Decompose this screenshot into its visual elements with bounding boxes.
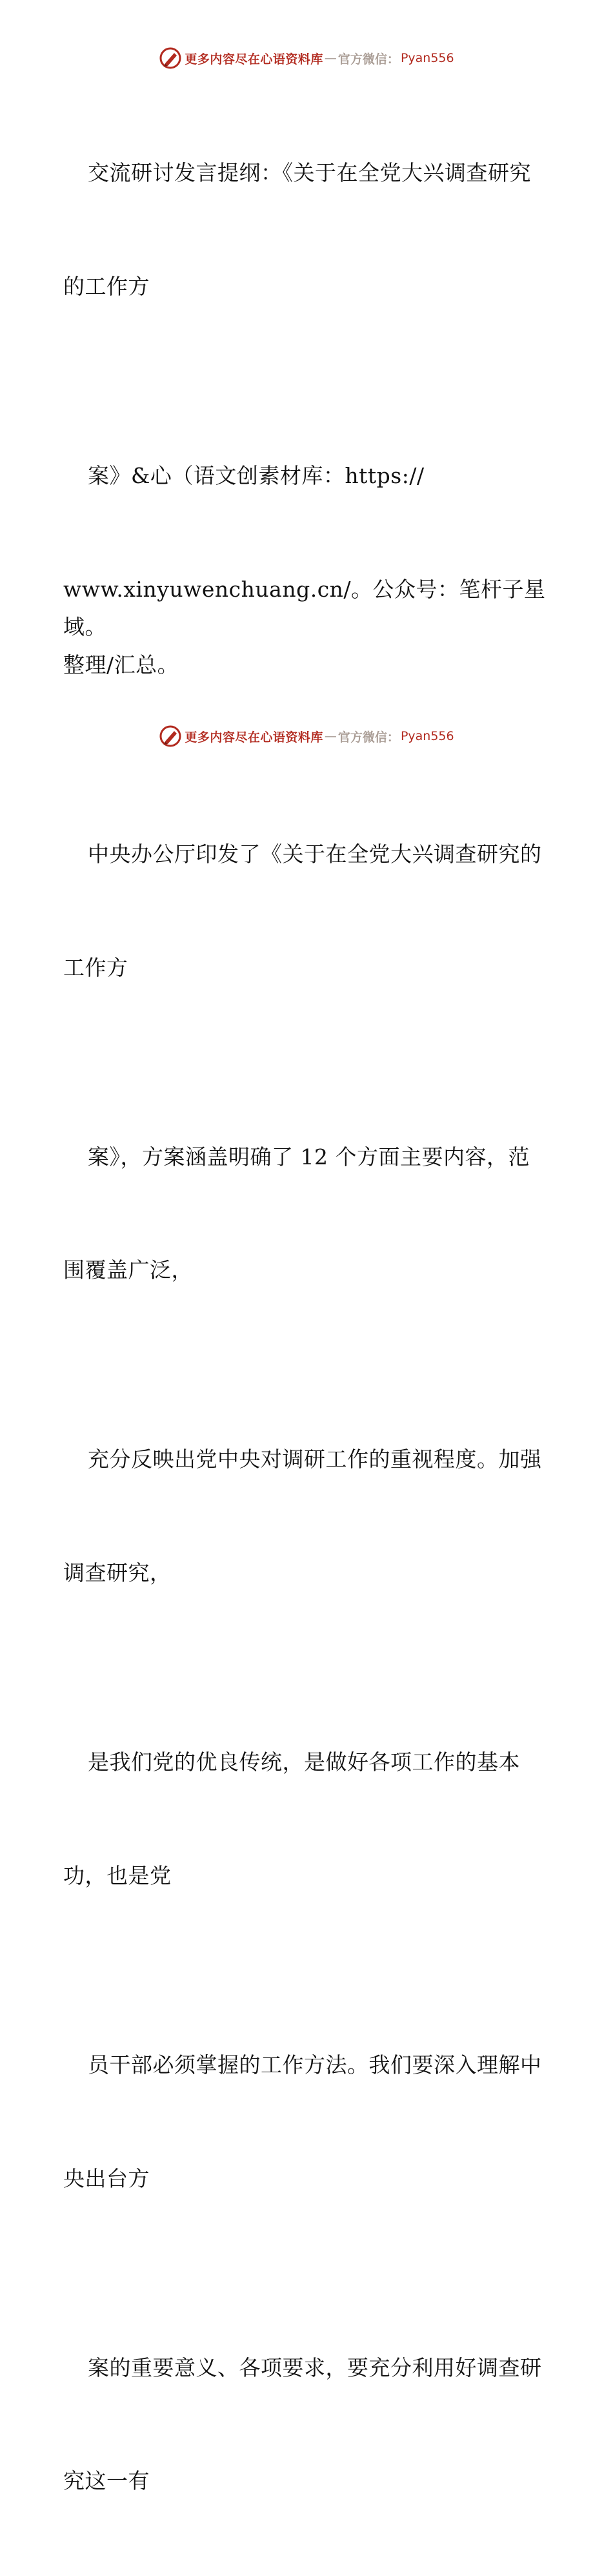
paragraph-line: 功，也是党: [63, 1862, 172, 1888]
watermark-text: 更多内容尽在心语资料库: [185, 730, 323, 745]
paragraph: [63, 1971, 554, 2274]
document-body: [63, 79, 554, 2576]
paragraph-line: 央出台方: [63, 2165, 150, 2191]
paragraph-line: 中央办公厅印发了《关于在全党大兴调查研究的: [88, 841, 542, 867]
paragraph-line: 围覆盖广泛，: [63, 1257, 193, 1283]
paragraph-line: 案》&心（语文创素材库：https://: [88, 462, 425, 488]
paragraph-line: www.xinyuwenchuang.cn/。公众号：笔杆子星域。 整理/汇总。: [63, 576, 546, 677]
paragraph-line: 交流研讨发言提纲：《关于在全党大兴调查研究: [88, 160, 531, 186]
footer-watermark: [0, 723, 613, 749]
paragraph-line: 的工作方: [63, 273, 150, 299]
paragraph-line: 案的重要意义、各项要求，要充分利用好调查研: [88, 2354, 542, 2380]
paragraph-line: 工作方: [63, 954, 128, 980]
paragraph: [63, 79, 554, 382]
paragraph-line: 充分反映出党中央对调研工作的重视程度。加强: [88, 1447, 542, 1472]
watermark-text: 更多内容尽在心语资料库: [185, 52, 323, 67]
paragraph: [63, 760, 554, 1063]
paragraph-line: 调查研究，: [63, 1560, 172, 1586]
paragraph-line: 案》，方案涵盖明确了 12 个方面主要内容，范: [88, 1144, 530, 1170]
watermark-dash: —: [324, 729, 337, 743]
paragraph: [63, 382, 554, 760]
paragraph: [63, 1668, 554, 1971]
paragraph-line: 究这一有: [63, 2468, 150, 2494]
paragraph: [63, 2273, 554, 2576]
watermark-label: 官方微信：: [337, 730, 399, 745]
paragraph: [63, 1365, 554, 1668]
watermark-label: 官方微信：: [337, 52, 399, 67]
paragraph-line: 员干部必须掌握的工作方法。我们要深入理解中: [88, 2052, 542, 2077]
watermark-dash: —: [324, 51, 337, 65]
paragraph-line: 是我们党的优良传统，是做好各项工作的基本: [88, 1749, 520, 1775]
watermark-id: Pyan556: [400, 51, 454, 65]
watermark-id: Pyan556: [400, 729, 454, 743]
paragraph: [63, 1062, 554, 1365]
pen-logo-icon: [159, 725, 182, 748]
header-watermark: [0, 45, 613, 71]
pen-logo-icon: [159, 46, 182, 70]
